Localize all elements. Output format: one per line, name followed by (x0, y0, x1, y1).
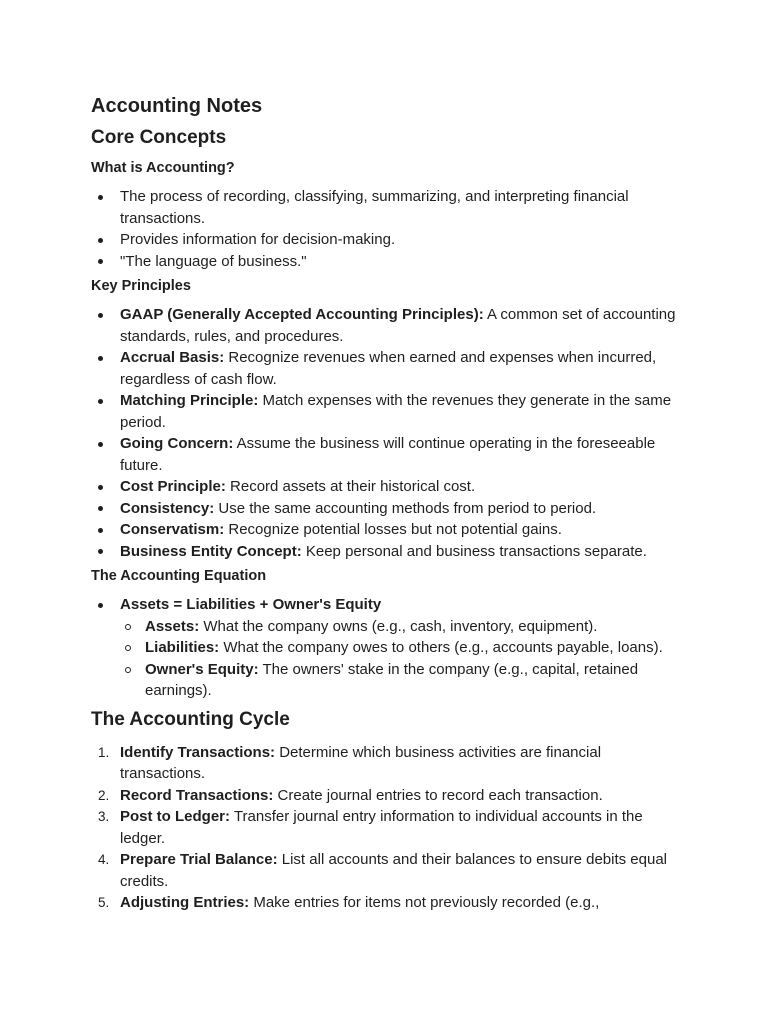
equation-sublist (120, 616, 681, 702)
step-number: 2. (98, 787, 110, 803)
step-number: 1. (98, 744, 110, 760)
description: Transfer journal entry information to individual accounts in the ledger. (120, 808, 643, 847)
list-item (91, 785, 681, 807)
list-item (91, 806, 681, 849)
term: Assets: (145, 617, 200, 635)
list-item (91, 476, 681, 498)
description: Create journal entries to record each transaction. (273, 786, 603, 804)
description: The owners' stake in the company (e.g., capital, retained earnings). (145, 660, 639, 699)
description: Record assets at their historical cost. (225, 478, 476, 495)
term: Going Concern: (120, 435, 234, 452)
term: Accrual Basis: (120, 349, 225, 366)
description: Use the same accounting methods from period to period. (214, 499, 597, 517)
equation-text: Assets = Liabilities + Owner's Equity (120, 596, 382, 613)
core-concepts-heading: Core Concepts (91, 127, 227, 148)
list-item (91, 347, 681, 390)
accounting-equation-list (91, 594, 681, 702)
list-item: "The language of business." (91, 251, 681, 273)
term: Cost Principle: (120, 478, 226, 495)
accounting-cycle-heading: The Accounting Cycle (91, 708, 290, 730)
sublist-item (120, 616, 681, 638)
list-item (91, 742, 681, 785)
term: Owner's Equity: (145, 660, 259, 678)
description: A common set of accounting standards, rules, and procedures. (120, 306, 676, 345)
list-item (91, 541, 681, 563)
step-number: 5. (98, 895, 110, 910)
list-item (91, 849, 681, 892)
description: Assume the business will continue operating in the foreseeable future. (120, 435, 656, 474)
list-item (91, 498, 681, 520)
key-principles-list (91, 304, 681, 562)
description: What the company owns (e.g., cash, inventory, equipment). (199, 617, 598, 635)
accounting-equation-heading: The Accounting Equation (91, 568, 267, 584)
term: Business Entity Concept: (120, 542, 302, 560)
term: Conservatism: (120, 521, 225, 538)
what-is-accounting-heading: What is Accounting? (91, 160, 235, 176)
step-number: 4. (98, 852, 110, 867)
term: Adjusting Entries: (120, 894, 250, 911)
list-item: Provides information for decision-making. (91, 229, 681, 251)
description: Keep personal and business transactions separate. (301, 542, 647, 560)
list-item (91, 594, 681, 702)
term: Identify Transactions: (120, 743, 276, 761)
what-is-accounting-list (91, 186, 681, 272)
list-item (91, 304, 681, 347)
term: Matching Principle: (120, 392, 259, 409)
list-item (91, 433, 681, 476)
description: Make entries for items not previously recorded (e.g., (249, 894, 600, 911)
list-item: The process of recording, classifying, summarizing, and interpreting financial transactions. (91, 186, 681, 229)
description: Recognize potential losses but not potential gains. (224, 521, 562, 538)
sublist-item (120, 637, 681, 659)
description: Determine which business activities are financial transactions. (120, 743, 602, 782)
list-item (91, 892, 681, 914)
list-item (91, 390, 681, 433)
sublist-item (120, 659, 681, 702)
term: Prepare Trial Balance: (120, 851, 278, 868)
page-title: Accounting Notes (91, 95, 263, 117)
document-content (91, 92, 681, 918)
key-principles-heading: Key Principles (91, 278, 191, 294)
description: Match expenses with the revenues they generate in the same period. (120, 392, 672, 431)
description: Recognize revenues when earned and expenses when incurred, regardless of cash flow. (120, 349, 657, 388)
term: Record Transactions: (120, 786, 274, 804)
list-item (91, 519, 681, 541)
description: What the company owes to others (e.g., accounts payable, loans). (219, 639, 663, 656)
term: GAAP (Generally Accepted Accounting Principles): (120, 306, 484, 323)
step-number: 3. (98, 809, 110, 824)
accounting-cycle-list (91, 742, 681, 914)
term: Consistency: (120, 499, 215, 517)
term: Post to Ledger: (120, 808, 231, 825)
description: List all accounts and their balances to ensure debits equal credits. (120, 851, 668, 890)
term: Liabilities: (145, 639, 220, 656)
